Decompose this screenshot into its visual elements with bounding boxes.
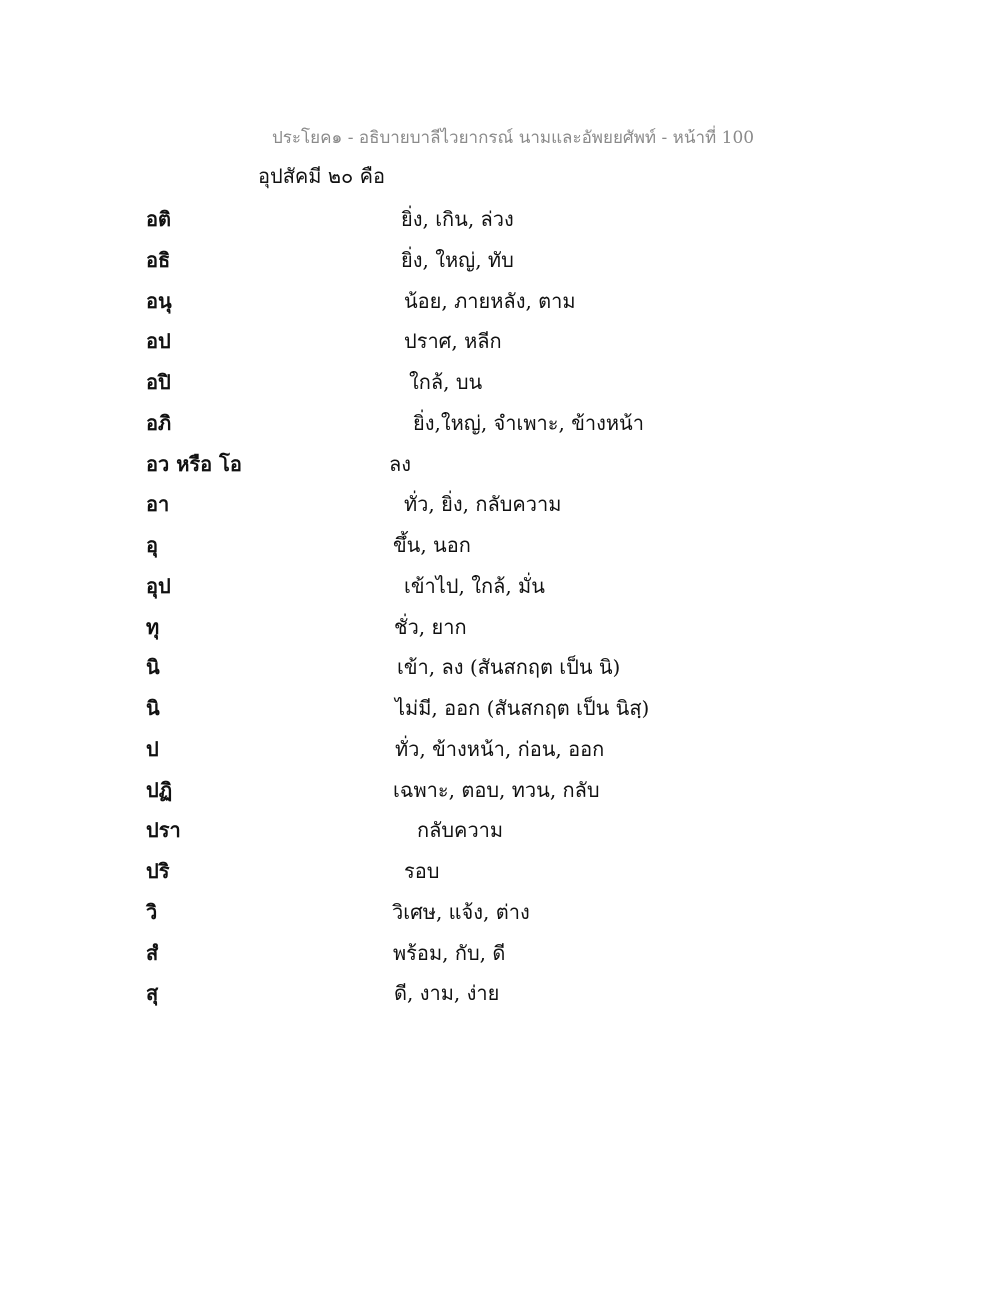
prefix-meaning: วิเศษ, แจ้ง, ต่าง — [392, 900, 530, 924]
prefix-meaning: รอบ — [404, 859, 440, 883]
list-item — [0, 774, 1000, 806]
prefix-term: อปิ — [146, 370, 171, 394]
list-item — [0, 325, 1000, 357]
prefix-meaning: ทั่ว, ข้างหน้า, ก่อน, ออก — [395, 737, 605, 761]
page-header: ประโยค๑ - อธิบายบาลีไวยากรณ์ นามและอัพยยศัพท์ - หน้าที่ 100 — [272, 128, 755, 148]
list-item — [0, 488, 1000, 520]
list-item — [0, 529, 1000, 561]
intro-line: อุปสัคมี ๒๐ คือ — [258, 164, 385, 188]
list-item — [0, 937, 1000, 969]
prefix-term: ทุ — [146, 615, 160, 639]
prefix-meaning: ปราศ, หลีก — [404, 329, 502, 353]
prefix-term: นิ — [146, 655, 160, 679]
prefix-term: ปฏิ — [146, 778, 173, 802]
list-item — [0, 814, 1000, 846]
prefix-meaning: ยิ่ง,ใหญ่, จำเพาะ, ข้างหน้า — [413, 411, 644, 435]
prefix-meaning: ขึ้น, นอก — [393, 533, 471, 557]
list-item — [0, 692, 1000, 724]
list-item — [0, 570, 1000, 602]
prefix-meaning: ดี, งาม, ง่าย — [394, 981, 500, 1005]
list-item — [0, 977, 1000, 1009]
list-item — [0, 203, 1000, 235]
prefix-term: วิ — [146, 900, 158, 924]
list-item — [0, 448, 1000, 480]
prefix-term: อติ — [146, 207, 171, 231]
prefix-meaning: น้อย, ภายหลัง, ตาม — [404, 289, 576, 313]
list-item — [0, 407, 1000, 439]
prefix-meaning: ไม่มี, ออก (สันสกฤต เป็น นิสฺ) — [395, 696, 650, 720]
list-item — [0, 611, 1000, 643]
prefix-meaning: ยิ่ง, เกิน, ล่วง — [401, 207, 514, 231]
prefix-meaning: ชั่ว, ยาก — [394, 615, 467, 639]
list-item — [0, 855, 1000, 887]
prefix-term: อุ — [146, 533, 159, 557]
prefix-meaning: เฉพาะ, ตอบ, ทวน, กลับ — [393, 778, 600, 802]
prefix-meaning: ลง — [389, 452, 412, 476]
prefix-term: สํ — [146, 941, 159, 965]
list-item — [0, 896, 1000, 928]
prefix-term: อภิ — [146, 411, 172, 435]
prefix-term: อว หรือ โอ — [146, 452, 242, 476]
list-item — [0, 244, 1000, 276]
list-item — [0, 366, 1000, 398]
prefix-term: อุป — [146, 574, 171, 598]
prefix-term: อธิ — [146, 248, 171, 272]
prefix-meaning: กลับความ — [417, 818, 504, 842]
prefix-meaning: พร้อม, กับ, ดี — [393, 941, 506, 965]
prefix-term: อา — [146, 492, 170, 516]
prefix-meaning: เข้า, ลง (สันสกฤต เป็น นิ) — [397, 655, 621, 679]
prefix-meaning: ทั่ว, ยิ่ง, กลับความ — [404, 492, 562, 516]
prefix-meaning: ยิ่ง, ใหญ่, ทับ — [401, 248, 514, 272]
prefix-term: ป — [146, 737, 159, 761]
prefix-term: อป — [146, 329, 171, 353]
list-item — [0, 651, 1000, 683]
prefix-term: ปรา — [146, 818, 181, 842]
prefix-meaning: เข้าไป, ใกล้, มั่น — [404, 574, 545, 598]
list-item — [0, 733, 1000, 765]
prefix-meaning: ใกล้, บน — [409, 370, 483, 394]
prefix-term: สุ — [146, 981, 159, 1005]
prefix-term: ปริ — [146, 859, 170, 883]
list-item — [0, 285, 1000, 317]
prefix-term: นิ — [146, 696, 160, 720]
prefix-term: อนุ — [146, 289, 172, 313]
